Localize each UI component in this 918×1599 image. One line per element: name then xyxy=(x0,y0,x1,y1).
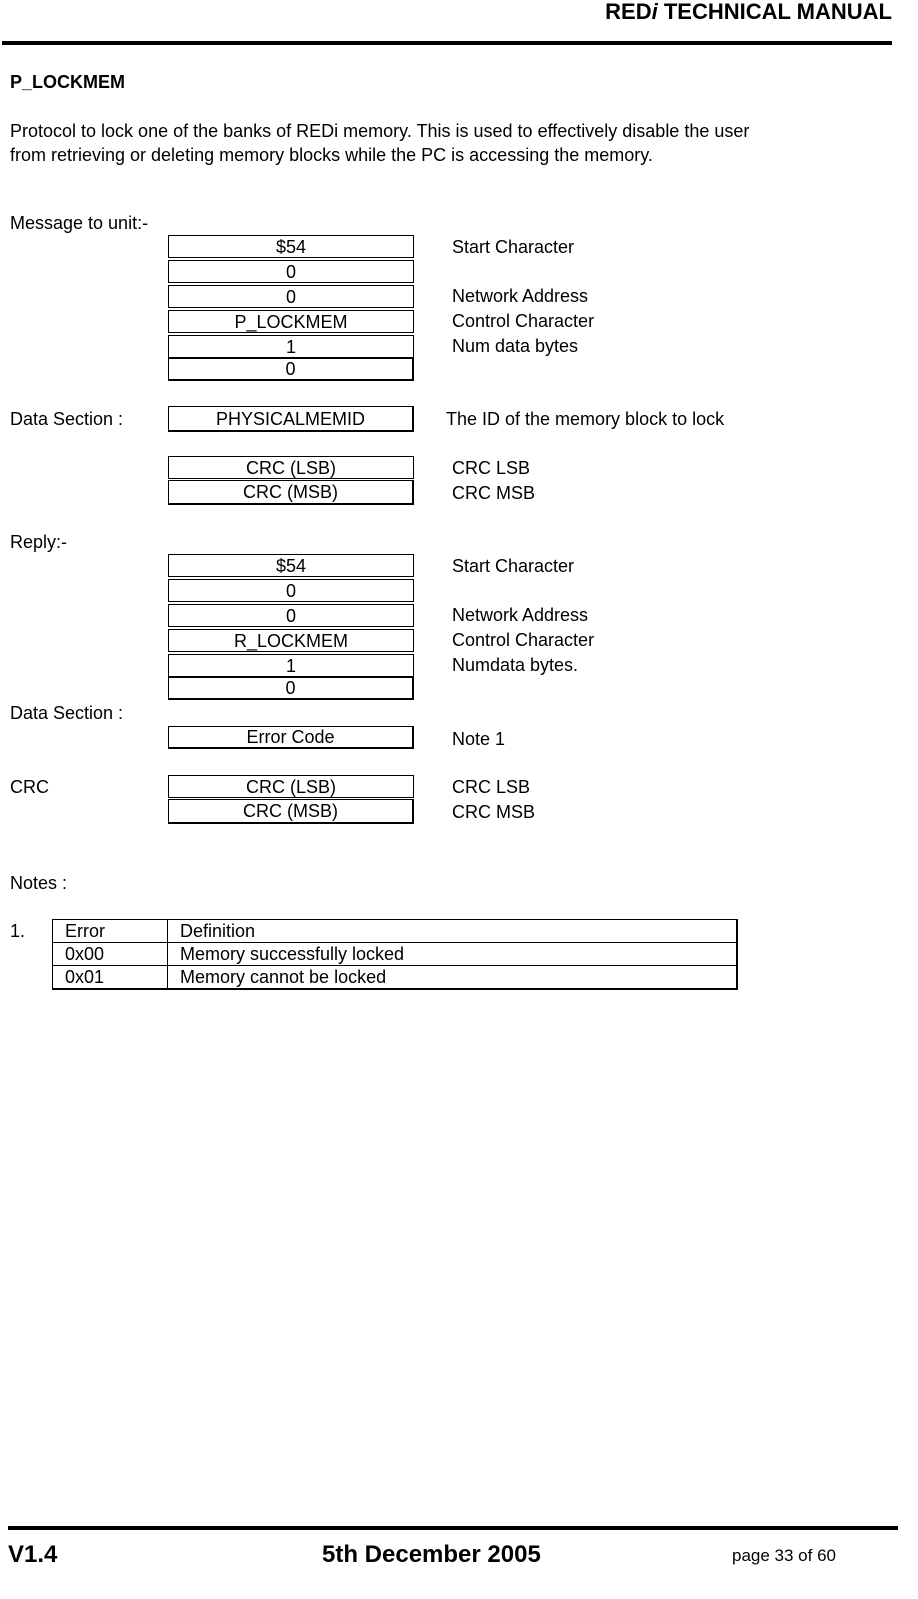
note-number: 1. xyxy=(10,921,26,941)
footer-page-number: page 33 of 60 xyxy=(732,1546,836,1565)
reply-field-desc: Network Address xyxy=(452,605,589,625)
message-data-section-label: Data Section : xyxy=(10,409,124,429)
message-crc-desc: CRC LSB xyxy=(452,458,531,478)
message-field-box: 1 xyxy=(168,335,414,358)
reply-crc-desc: CRC LSB xyxy=(452,777,531,797)
error-code-cell: 0x00 xyxy=(53,943,168,966)
reply-label: Reply:- xyxy=(10,532,68,552)
footer-date: 5th December 2005 xyxy=(322,1541,541,1568)
manual-title: REDi TECHNICAL MANUAL xyxy=(605,0,892,24)
reply-field-desc: Control Character xyxy=(452,630,595,650)
table-row xyxy=(53,943,738,966)
message-data-box: PHYSICALMEMID xyxy=(168,406,414,432)
notes-label: Notes : xyxy=(10,873,68,893)
error-code-table xyxy=(52,919,738,990)
reply-field-box: 0 xyxy=(168,604,414,627)
message-crc-desc: CRC MSB xyxy=(452,483,536,503)
error-code-cell: 0x01 xyxy=(53,966,168,990)
message-label: Message to unit:- xyxy=(10,213,149,233)
header-rule xyxy=(2,41,892,45)
error-definition-cell: Memory successfully locked xyxy=(168,943,738,966)
reply-field-desc: Start Character xyxy=(452,556,575,576)
message-crc-box: CRC (LSB) xyxy=(168,456,414,479)
message-field-desc: Control Character xyxy=(452,311,595,331)
reply-field-box: 0 xyxy=(168,677,414,700)
message-crc-box: CRC (MSB) xyxy=(168,480,414,505)
reply-data-box: Error Code xyxy=(168,726,414,749)
message-field-box: 0 xyxy=(168,260,414,283)
reply-field-box: 1 xyxy=(168,654,414,677)
footer-version: V1.4 xyxy=(8,1541,58,1568)
message-field-box: P_LOCKMEM xyxy=(168,310,414,333)
column-header-definition: Definition xyxy=(168,920,738,943)
message-field-desc: Num data bytes xyxy=(452,336,579,356)
section-description-line2: from retrieving or deleting memory blocks while the PC is accessing the memory. xyxy=(10,145,653,165)
message-field-box: 0 xyxy=(168,285,414,308)
reply-field-box: R_LOCKMEM xyxy=(168,629,414,652)
message-field-desc: Start Character xyxy=(452,237,575,257)
reply-data-desc: Note 1 xyxy=(452,729,506,749)
table-row xyxy=(53,966,738,990)
footer-rule xyxy=(8,1526,898,1530)
reply-crc-box: CRC (MSB) xyxy=(168,799,414,824)
table-header-row xyxy=(53,920,738,943)
section-description-line1: Protocol to lock one of the banks of REDi memory. This is used to effectively disable the user xyxy=(10,121,750,141)
reply-crc-label: CRC xyxy=(10,777,49,797)
reply-field-desc: Numdata bytes. xyxy=(452,655,579,675)
reply-crc-desc: CRC MSB xyxy=(452,802,536,822)
error-definition-cell: Memory cannot be locked xyxy=(168,966,738,990)
section-title: P_LOCKMEM xyxy=(10,72,126,92)
reply-field-box: $54 xyxy=(168,554,414,577)
reply-crc-box: CRC (LSB) xyxy=(168,775,414,798)
reply-field-box: 0 xyxy=(168,579,414,602)
reply-data-section-label: Data Section : xyxy=(10,703,124,723)
message-field-box: $54 xyxy=(168,235,414,258)
message-field-box: 0 xyxy=(168,358,414,381)
message-data-desc: The ID of the memory block to lock xyxy=(446,409,725,429)
column-header-error: Error xyxy=(53,920,168,943)
message-field-desc: Network Address xyxy=(452,286,589,306)
